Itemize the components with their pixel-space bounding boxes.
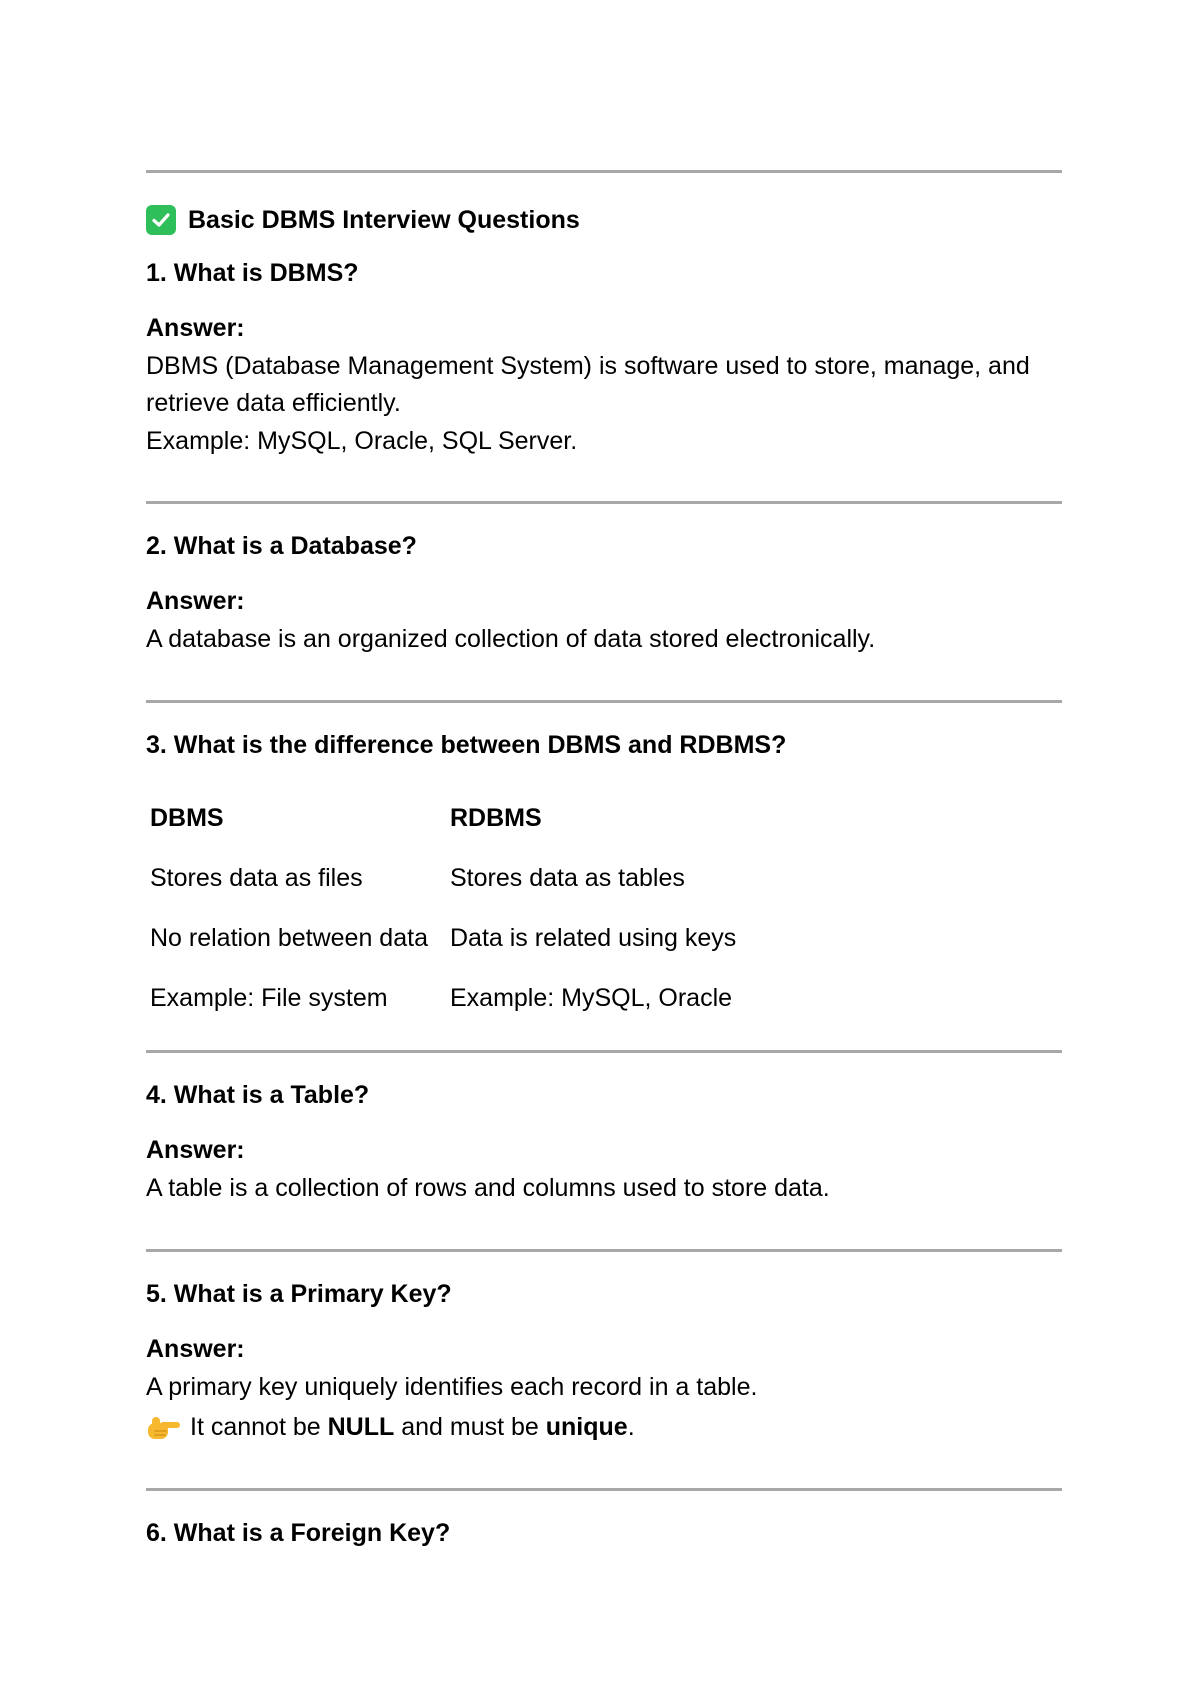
table-cell: No relation between data xyxy=(150,923,428,952)
table-row xyxy=(146,908,736,968)
divider xyxy=(146,501,1062,504)
check-mark-icon xyxy=(146,205,176,235)
note-unique: unique xyxy=(545,1413,628,1441)
divider xyxy=(146,1050,1062,1053)
table-cell: Example: File system xyxy=(150,983,388,1012)
answer-5: A primary key uniquely identifies each record in a table. xyxy=(146,1373,758,1401)
answer-label: Answer: xyxy=(146,1136,245,1164)
table-cell: Stores data as files xyxy=(150,863,363,892)
divider xyxy=(146,170,1062,173)
section-heading xyxy=(146,205,580,235)
table-row xyxy=(146,968,736,1028)
note-text-2: and must be xyxy=(394,1413,546,1441)
question-1: 1. What is DBMS? xyxy=(146,259,359,287)
table-header-dbms: DBMS xyxy=(150,803,224,832)
table-cell: Example: MySQL, Oracle xyxy=(450,983,733,1012)
divider xyxy=(146,1249,1062,1252)
question-2: 2. What is a Database? xyxy=(146,532,417,560)
answer-4: A table is a collection of rows and columns used to store data. xyxy=(146,1174,830,1202)
table-cell: Data is related using keys xyxy=(450,923,737,952)
question-5: 5. What is a Primary Key? xyxy=(146,1280,452,1308)
divider xyxy=(146,1488,1062,1491)
question-3: 3. What is the difference between DBMS and RDBMS? xyxy=(146,731,787,759)
answer-1-line-2: retrieve data efficiently. xyxy=(146,389,401,417)
comparison-table xyxy=(146,788,736,1028)
note-text-3: . xyxy=(627,1413,635,1441)
answer-label: Answer: xyxy=(146,587,245,615)
table-header-row xyxy=(146,788,736,848)
answer-1-line-1: DBMS (Database Management System) is software used to store, manage, and xyxy=(146,352,1030,380)
table-cell: Stores data as tables xyxy=(450,863,685,892)
answer-5-note xyxy=(146,1412,635,1443)
divider xyxy=(146,700,1062,703)
table-row xyxy=(146,848,736,908)
answer-1-example: Example: MySQL, Oracle, SQL Server. xyxy=(146,427,578,455)
pointing-hand-icon xyxy=(146,1413,182,1443)
answer-2: A database is an organized collection of data stored electronically. xyxy=(146,625,876,653)
answer-label: Answer: xyxy=(146,314,245,342)
note-null: NULL xyxy=(327,1413,395,1441)
note-text-1: It cannot be xyxy=(190,1413,328,1441)
answer-label: Answer: xyxy=(146,1335,245,1363)
question-6: 6. What is a Foreign Key? xyxy=(146,1519,451,1547)
table-header-rdbms: RDBMS xyxy=(450,803,542,832)
section-title: Basic DBMS Interview Questions xyxy=(188,206,580,234)
question-4: 4. What is a Table? xyxy=(146,1081,370,1109)
